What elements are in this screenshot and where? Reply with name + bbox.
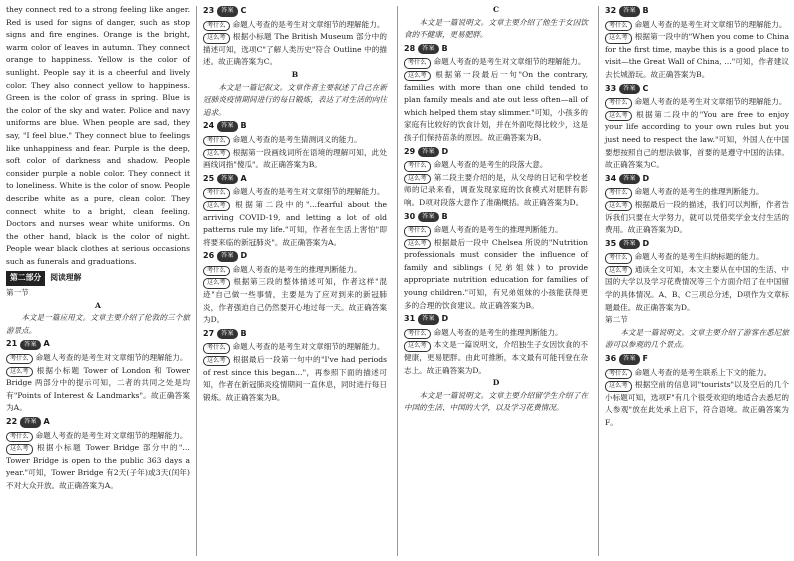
kp-text: 命题人考查的是考生对文章细节的理解能力。 xyxy=(634,19,787,29)
kp-text: 命题人考查的是考生对文章细节的理解能力。 xyxy=(35,430,188,440)
question-number: 31 xyxy=(404,314,416,324)
passage-intro: 本文是一篇记叙文。文章作者主要叙述了自己在新冠肺炎疫情期间进行的每日锻炼，表达了对生活的向往追求。 xyxy=(203,82,387,117)
how-tag: 这么考 xyxy=(6,367,33,377)
how-tag: 这么考 xyxy=(605,266,632,276)
kp-text: 命题人考查的是考生的推理判断能力。 xyxy=(634,187,764,197)
kp-text: 命题人考查的是考生猜测词义的能力。 xyxy=(232,134,362,144)
answer-tag: 答案 xyxy=(619,84,639,94)
question-35 xyxy=(605,238,789,315)
question-number: 26 xyxy=(203,251,215,261)
kp-tag: 考什么 xyxy=(605,188,632,198)
kp-tag: 考什么 xyxy=(605,369,632,379)
question-number: 25 xyxy=(203,173,215,183)
how-text: 根据第二段中的"…fearful about the arriving COVID-19, and letting a lot of old patterns rule my life."可知，作者在生活上害怕"即将要来临的新冠肺炎"。故正确答案为A。 xyxy=(203,199,387,247)
answer-value: F xyxy=(642,354,648,364)
question-number: 29 xyxy=(404,146,416,156)
question-36 xyxy=(605,353,789,430)
answer-value: D xyxy=(441,146,449,156)
answer-value: B xyxy=(441,43,448,53)
kp-tag: 考什么 xyxy=(6,432,33,442)
kp-text: 命题人考查的是考生对文章细节的理解能力。 xyxy=(634,97,787,107)
question-number: 24 xyxy=(203,121,215,131)
kp-text: 命题人考查的是考生的推理判断能力。 xyxy=(433,225,563,235)
how-tag: 这么考 xyxy=(404,174,431,184)
how-text: 根据第一段画线词所在语境的理解可知，此处画线词指"傻瓜"。故正确答案为B。 xyxy=(203,147,387,170)
kp-text: 命题人考查的是考生对文章细节的理解能力。 xyxy=(232,19,385,29)
answer-value: B xyxy=(240,328,247,338)
kp-text: 命题人考查的是考生对文章细节的理解能力。 xyxy=(35,353,188,363)
kp-tag: 考什么 xyxy=(203,21,230,31)
question-29 xyxy=(404,146,588,210)
how-tag: 这么考 xyxy=(404,341,431,351)
answer-value: A xyxy=(43,417,50,426)
answer-tag: 答案 xyxy=(619,239,639,249)
question-30 xyxy=(404,211,588,313)
answer-tag: 答案 xyxy=(418,314,438,324)
answer-value: D xyxy=(642,173,650,183)
kp-tag: 考什么 xyxy=(605,98,632,108)
answer-value: C xyxy=(240,6,247,15)
question-number: 28 xyxy=(404,43,416,53)
section-subtitle: 第二节 xyxy=(605,315,628,325)
kp-text: 命题人考查的是考生对文章细节的理解能力。 xyxy=(232,342,385,352)
answer-tag: 答案 xyxy=(217,121,237,131)
kp-tag: 考什么 xyxy=(203,188,230,198)
answer-tag: 答案 xyxy=(619,6,639,16)
how-text: 根据小标题 Tower of London 和 Tower Bridge 两部分中的提示可知，二者的共同之处是均有"Points of Interest & Landmarks"。故正确答案为A。 xyxy=(6,365,190,413)
how-text: 根据最后一段中 Chelsea 所说的"Nutrition professionals must consider the influence of family and siblings (兄弟姐妹) to provide appropriate nutrition education for families of young children."可知，有兄弟姐妹的小孩能获得更多的合理的饮食建议。故正确答案为B。 xyxy=(404,237,588,310)
answer-value: D xyxy=(240,251,248,261)
passage-letter: A xyxy=(95,300,101,310)
passage-letter: B xyxy=(291,69,299,79)
how-text: 根据第三段的整体描述可知，作者这样"混迹"自己做一些事情，主要是为了应对到来的新冠肺炎，作者强迫自己仍然要开心地过每一天。故正确答案为D。 xyxy=(203,277,387,325)
question-31 xyxy=(404,313,588,377)
question-27 xyxy=(203,328,387,405)
passage-intro: 本文是一篇说明文。文章主要介绍了游客在悉尼旅游可以参观的几个景点。 xyxy=(605,327,789,350)
how-tag: 这么考 xyxy=(404,71,431,81)
answer-value: A xyxy=(240,173,247,183)
kp-text: 命题人考查的是考生的推理判断能力。 xyxy=(433,327,563,337)
section-header xyxy=(6,271,190,286)
passage-intro: 本文是一篇应用文。文章主要介绍了伦敦的三个旅游景点。 xyxy=(6,313,190,335)
question-number: 35 xyxy=(605,238,617,248)
kp-tag: 考什么 xyxy=(203,136,230,146)
how-text: 根据最后一段的描述，我们可以判断，作者告诉我们只要在大学努力，就可以凭借奖学金支付生活的费用。故正确答案为D。 xyxy=(605,199,789,235)
how-text: 根据第一段最后一句"On the contrary, families with more than one child tended to plan family meals and ate out less often—all of which helped them stay slimmer."可知，小孩多的家庭有比较好的饮食计划，并在外面吃得比较少，这是孩子们保持苗条的原因。故正确答案为B。 xyxy=(404,69,588,142)
answer-value: B xyxy=(240,121,247,131)
how-text: 本文是一篇说明文，介绍独生子女因饮食的不健康，更易肥胖。由此可推断，本文最有可能刊登在杂志上。故正确答案为D。 xyxy=(404,340,588,375)
kp-text: 命题人考查的是考生归纳标题的能力。 xyxy=(634,252,764,262)
answer-value: D xyxy=(642,238,650,248)
column-4 xyxy=(605,4,789,430)
how-tag: 这么考 xyxy=(6,444,33,454)
question-28 xyxy=(404,43,588,145)
answer-value: B xyxy=(642,6,649,15)
kp-tag: 考什么 xyxy=(404,329,431,339)
question-number: 27 xyxy=(203,328,215,338)
kp-text: 命题人考查的是考生对文章细节的理解能力。 xyxy=(232,187,385,197)
kp-tag: 考什么 xyxy=(203,266,230,276)
answer-tag: 答案 xyxy=(418,147,438,157)
question-number: 34 xyxy=(605,173,617,183)
answer-tag: 答案 xyxy=(217,329,237,339)
how-text: 根据空前的信息词"tourists"以及空后的几个小标题可知，选项F"有几个很受欢迎的地适合去悉尼的人参观"放在此处承上启下，符合语境。故正确答案为F。 xyxy=(605,380,789,427)
kp-tag: 考什么 xyxy=(605,253,632,263)
how-tag: 这么考 xyxy=(605,33,632,43)
passage-intro: 本文是一篇说明文。文章主要介绍留学生介绍了在中国的生活、中国的大学，以及学习花费情况。 xyxy=(404,390,588,413)
answer-tag: 答案 xyxy=(619,174,639,184)
section-subtitle: 第一节 xyxy=(6,288,29,298)
kp-tag: 考什么 xyxy=(203,343,230,353)
how-text: 根据最后一段第一句中的"I've had periods of rest since this began…"，再参照下面的描述可知，作者在新冠肺炎疫情期间一直休息，同时进行每日锻炼。故正确答案为B。 xyxy=(203,355,387,402)
how-tag: 这么考 xyxy=(203,33,230,43)
answer-tag: 答案 xyxy=(217,6,237,16)
how-tag: 这么考 xyxy=(605,111,632,121)
question-26 xyxy=(203,250,387,327)
how-tag: 这么考 xyxy=(404,239,431,249)
section-title: 阅读理解 xyxy=(50,273,82,283)
kp-text: 命题人考查的是考生对文章细节的理解能力。 xyxy=(433,57,586,67)
how-tag: 这么考 xyxy=(203,201,230,211)
section-box: 第二部分 xyxy=(6,271,45,286)
question-23 xyxy=(203,5,387,69)
passage-intro: 本文是一篇说明文。文章主要介绍了他生于女因饮食的不健康，更易肥胖。 xyxy=(404,17,588,40)
answer-tag: 答案 xyxy=(217,174,237,184)
how-text: 第二段主要介绍的是，从父母的日记和学校老师的记录来看，调查发现家庭的饮食模式对肥胖有影响。D项对段落大意作了准确概括。故正确答案为D。 xyxy=(404,172,588,207)
answer-tag: 答案 xyxy=(418,212,438,222)
how-tag: 这么考 xyxy=(203,149,230,159)
question-number: 32 xyxy=(605,6,617,15)
column-divider xyxy=(598,6,599,556)
answer-tag: 答案 xyxy=(418,44,438,54)
kp-tag: 考什么 xyxy=(404,226,431,236)
passage-letter: C xyxy=(492,5,500,14)
kp-text: 命题人考查的是考生的段落大意。 xyxy=(433,160,548,170)
kp-tag: 考什么 xyxy=(404,161,431,171)
how-text: 根据小标题 Tower Bridge 部分中的"…Tower Bridge is open to the public 363 days a year."可知，Tower Bridge 有2天(子年)或3天(闰年)不对大众开放。故正确答案为A。 xyxy=(6,443,190,490)
question-number: 36 xyxy=(605,354,617,364)
question-32 xyxy=(605,5,789,82)
how-text: 根据第一段中的"When you come to China for the first time, maybe this is a good place to visit—the Great Wall of China, …"可知，作者建议去长城游玩。故正确答案为B。 xyxy=(605,32,789,79)
column-2 xyxy=(203,4,387,404)
kp-tag: 考什么 xyxy=(404,58,431,68)
column-1 xyxy=(6,4,190,493)
question-number: 30 xyxy=(404,211,416,221)
how-text: 通读全文可知，本文主要从在中国的生活、中国的大学以及学习花费情况等三个方面介绍了在中国留学的具体情况。A、B、C三项总分述，D项作为文章标题最佳。故正确答案为D。 xyxy=(605,264,789,312)
question-22 xyxy=(6,416,190,493)
how-tag: 这么考 xyxy=(605,201,632,211)
kp-text: 命题人考查的是考生的推理判断能力。 xyxy=(232,264,362,274)
how-tag: 这么考 xyxy=(203,356,230,366)
column-divider xyxy=(196,6,197,556)
answer-tag: 答案 xyxy=(619,354,639,364)
question-21 xyxy=(6,338,190,415)
how-text: 根据小标题 The British Museum 部分中的描述可知，选项C"了解人类历史"符合 Outline 中的描述。故正确答案为C。 xyxy=(203,32,387,67)
question-number: 21 xyxy=(6,339,18,349)
question-24 xyxy=(203,120,387,171)
answer-value: C xyxy=(642,83,649,93)
answer-value: A xyxy=(43,339,50,349)
question-33 xyxy=(605,83,789,172)
passage-letter: D xyxy=(492,378,500,388)
how-tag: 这么考 xyxy=(605,381,632,391)
kp-text: 命题人考查的是考生联系上下文的能力。 xyxy=(634,367,772,377)
answer-tag: 答案 xyxy=(20,417,40,427)
column-3 xyxy=(404,4,588,415)
question-number: 23 xyxy=(203,6,215,15)
question-25 xyxy=(203,173,387,250)
question-number: 22 xyxy=(6,417,18,426)
passage-text: they connect red to a strong feeling like anger. Red is used for signs of danger, such as stop signs and fire engines. Orange is the bright, warm color of leaves in autumn. They connect orange to happiness. Yellow is the color of sunlight. People say it is a cheerful and lively color. They also connect yellow to happiness. Green is the color of grass in spring. Blue is the color of the sky and water. Police and navy uniforms are blue. When people are sad, they say, "I feel blue." They connect blue to feelings like unhappiness and fear. Purple is the deep, soft color of darkness and shadow. People consider purple a noble color. They connect it to loneliness. White is the color of snow. People describe white as a pure, clean color. They connect white to a bright, clean feeling. Doctors and nurses wear white uniforms. On the other hand, black is the color of night. People wear black clothes at serious occasions such as funerals and graduations. xyxy=(6,5,190,266)
answer-tag: 答案 xyxy=(20,340,40,350)
answer-tag: 答案 xyxy=(217,251,237,261)
kp-tag: 考什么 xyxy=(605,21,632,31)
question-34 xyxy=(605,173,789,237)
how-tag: 这么考 xyxy=(203,278,230,288)
answer-value: D xyxy=(441,314,449,324)
answer-value: B xyxy=(441,211,448,221)
kp-tag: 考什么 xyxy=(6,354,33,364)
question-number: 33 xyxy=(605,83,617,93)
column-divider xyxy=(397,6,398,556)
how-text: 根据第二段中的"You are free to enjoy your life according to your own rules but you just need to respect the law."可知，外国人在中国要想按照自己的想法做事，首要的是遵守中国的法律。故正确答案为C。 xyxy=(605,109,789,170)
